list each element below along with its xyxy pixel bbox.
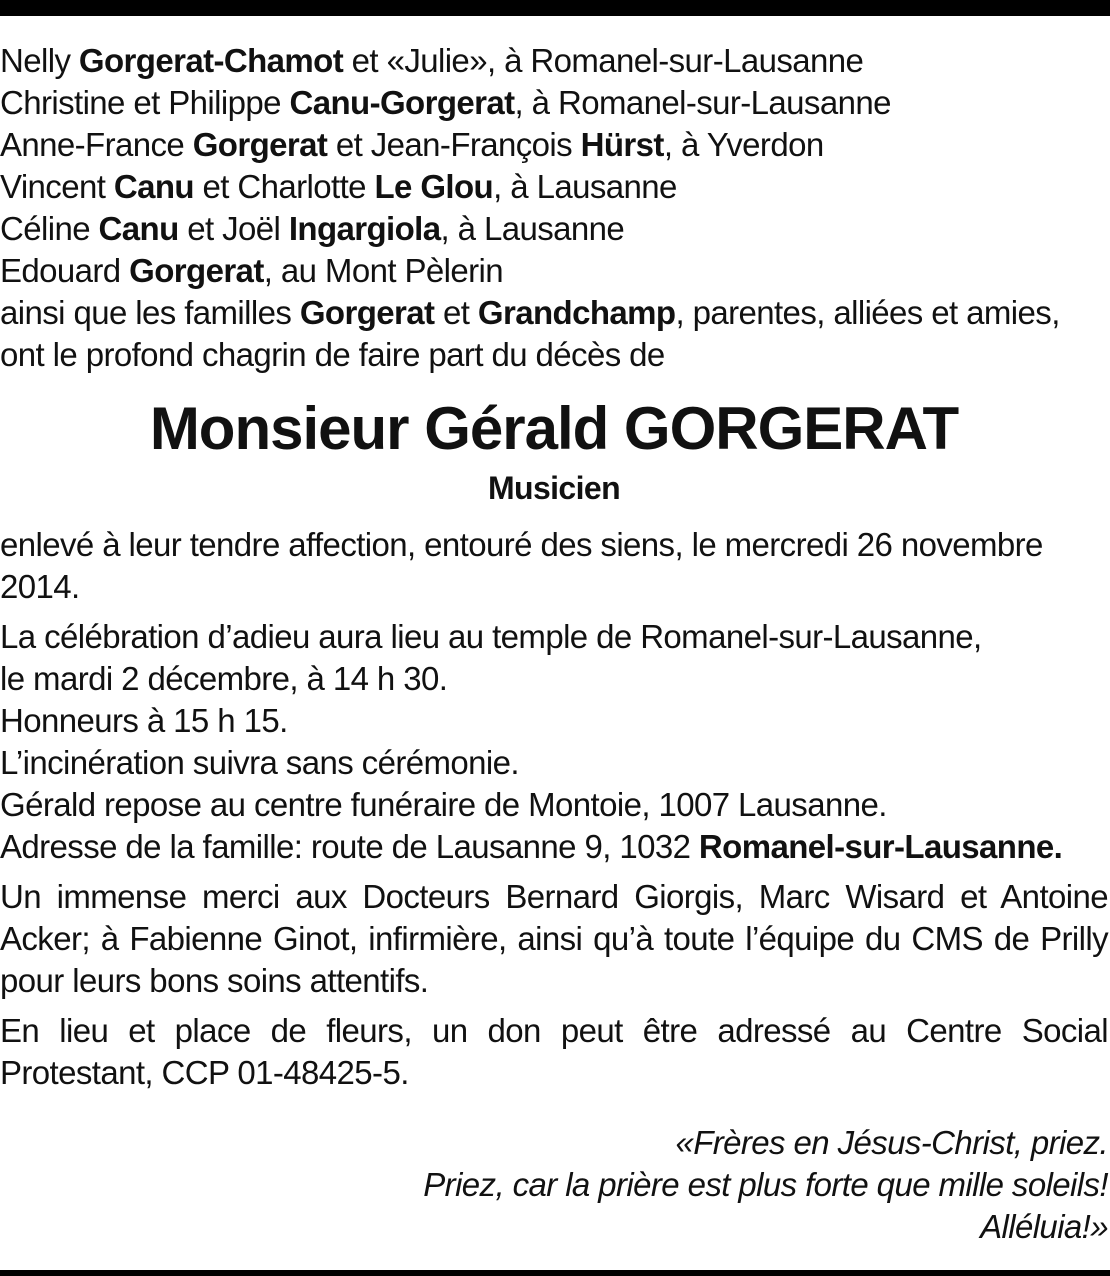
family-surname: Canu	[98, 210, 179, 247]
family-line	[0, 82, 1108, 124]
family-text: Nelly	[0, 42, 79, 79]
family-surname: Canu-Gorgerat	[289, 84, 515, 121]
family-line	[0, 250, 1108, 292]
address-city: Romanel-sur-Lausanne.	[698, 828, 1063, 865]
family-text: Céline	[0, 210, 99, 247]
death-line: 2014.	[0, 568, 80, 605]
quote-line: Alléluia!»	[980, 1208, 1108, 1245]
family-surname: Grandchamp	[477, 294, 676, 331]
family-text: Anne-France	[0, 126, 193, 163]
family-text: et Jean-François	[327, 126, 581, 163]
family-text: , à Yverdon	[663, 126, 824, 163]
family-text: et	[434, 294, 478, 331]
family-line	[0, 166, 1108, 208]
family-line	[0, 292, 1108, 334]
intro-end: ont le profond chagrin de faire part du décès de	[0, 336, 665, 373]
family-text: ainsi que les familles	[0, 294, 300, 331]
ceremony-line: Honneurs à 15 h 15.	[0, 702, 288, 739]
family-text: , au Mont Pèlerin	[263, 252, 503, 289]
family-address	[0, 826, 1108, 868]
donation-line: En lieu et place de fleurs, un don peut être adressé au Centre Social	[0, 1012, 1108, 1049]
donation-line: Protestant, CCP 01-48425-5.	[0, 1054, 409, 1091]
donation-paragraph	[0, 1010, 1108, 1094]
family-surname: Gorgerat-Chamot	[78, 42, 344, 79]
family-text: , parentes, alliées et amies,	[675, 294, 1060, 331]
family-text: Christine et Philippe	[0, 84, 290, 121]
family-surname: Le Glou	[374, 168, 494, 205]
obituary-notice	[0, 40, 1108, 1248]
bottom-rule	[0, 1270, 1110, 1276]
top-rule	[0, 0, 1110, 16]
deceased-name: Monsieur Gérald GORGERAT	[149, 395, 959, 462]
family-text: , à Lausanne	[493, 168, 677, 205]
family-text: Vincent	[0, 168, 114, 205]
family-surname: Gorgerat	[192, 126, 328, 163]
thanks-line: Acker; à Fabienne Ginot, infirmière, ainsi qu’à toute l’équipe du CMS de Prilly	[0, 920, 1108, 957]
ceremony-line: La célébration d’adieu aura lieu au temple de Romanel-sur-Lausanne,	[0, 618, 982, 655]
address-text: Adresse de la famille: route de Lausanne 9, 1032	[0, 828, 699, 865]
family-text: , à Lausanne	[440, 210, 625, 247]
deceased-occupation: Musicien	[487, 470, 621, 506]
family-text: Edouard	[0, 252, 130, 289]
quote-line: Priez, car la prière est plus forte que mille soleils!	[423, 1166, 1108, 1203]
family-surname: Ingargiola	[288, 210, 441, 247]
family-list	[0, 40, 1108, 376]
ceremony-line: le mardi 2 décembre, à 14 h 30.	[0, 660, 448, 697]
family-surname: Canu	[113, 168, 194, 205]
death-announcement	[0, 524, 1108, 608]
ceremony-line: L’incinération suivra sans cérémonie.	[0, 744, 519, 781]
family-surname: Hürst	[580, 126, 664, 163]
family-surname: Gorgerat	[299, 294, 435, 331]
family-line	[0, 124, 1108, 166]
family-surname: Gorgerat	[129, 252, 264, 289]
family-text: et Charlotte	[193, 168, 375, 205]
family-text: , à Romanel-sur-Lausanne	[514, 84, 891, 121]
ceremony-line: Gérald repose au centre funéraire de Montoie, 1007 Lausanne.	[0, 786, 887, 823]
thanks-line: Un immense merci aux Docteurs Bernard Giorgis, Marc Wisard et Antoine	[0, 878, 1108, 915]
thanks-paragraph	[0, 876, 1108, 1002]
quote-line: «Frères en Jésus-Christ, priez.	[675, 1124, 1108, 1161]
family-line	[0, 208, 1108, 250]
ceremony-details	[0, 616, 1108, 868]
family-line	[0, 40, 1108, 82]
family-text: et «Julie», à Romanel-sur-Lausanne	[343, 42, 864, 79]
thanks-line: pour leurs bons soins attentifs.	[0, 962, 429, 999]
family-text: et Joël	[178, 210, 289, 247]
death-line: enlevé à leur tendre affection, entouré des siens, le mercredi 26 novembre	[0, 526, 1043, 563]
closing-quote	[0, 1122, 1108, 1248]
